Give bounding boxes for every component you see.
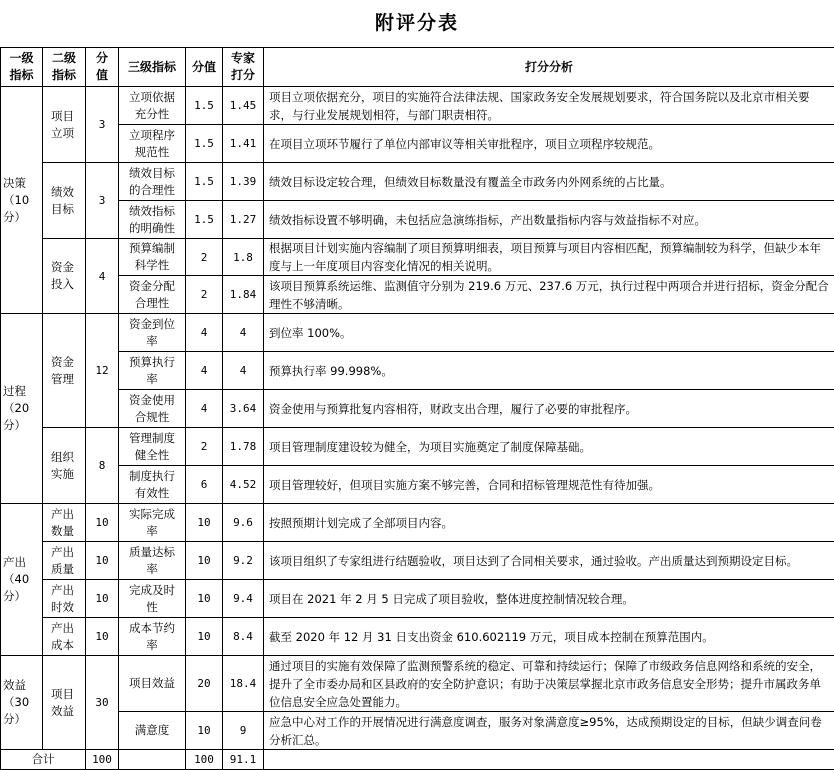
score-analysis: 项目立项依据充分，项目的实施符合法律法规、国家政务安全发展规划要求，符合国务院以及北京市相关要求，与行业发展规划相符，与部门职责相符。 [264, 87, 834, 125]
expert-score: 4.52 [223, 466, 264, 504]
expert-score: 4 [223, 314, 264, 352]
level3-score: 20 [186, 656, 223, 712]
expert-score: 1.8 [223, 239, 264, 276]
level2-indicator: 资金 投入 [43, 239, 86, 314]
level2-indicator: 产出 成本 [43, 618, 86, 656]
level3-score: 4 [186, 314, 223, 352]
level3-indicator: 预算编制 科学性 [119, 239, 186, 276]
level3-score: 4 [186, 352, 223, 390]
score-analysis: 项目管理较好，但项目实施方案不够完善，合同和招标管理规范性有待加强。 [264, 466, 834, 504]
table-row [1, 276, 834, 314]
level3-indicator: 绩效指标 的明确性 [119, 201, 186, 239]
expert-score: 1.78 [223, 428, 264, 466]
level3-score: 4 [186, 390, 223, 428]
level2-indicator: 项目 效益 [43, 656, 86, 750]
table-row [1, 542, 834, 580]
level3-indicator: 质量达标 率 [119, 542, 186, 580]
level1-indicator: 过程 （20 分） [1, 314, 43, 504]
level2-indicator: 绩效 目标 [43, 163, 86, 239]
table-row [1, 314, 834, 352]
level2-score: 10 [86, 580, 119, 618]
expert-score: 3.64 [223, 390, 264, 428]
score-analysis: 绩效目标设定较合理，但绩效目标数量没有覆盖全市政务内外网系统的占比量。 [264, 163, 834, 201]
page-title: 附评分表 [0, 8, 834, 35]
level3-score: 2 [186, 428, 223, 466]
table-row [1, 656, 834, 712]
score-analysis: 项目在 2021 年 2 月 5 日完成了项目验收，整体进度控制情况较合理。 [264, 580, 834, 618]
expert-score: 9.2 [223, 542, 264, 580]
level1-indicator: 效益 （30 分） [1, 656, 43, 750]
header-level3: 三级指标 [119, 48, 186, 87]
level2-indicator: 项目 立项 [43, 87, 86, 163]
level2-score: 3 [86, 163, 119, 239]
table-row [1, 163, 834, 201]
level3-indicator: 绩效目标 的合理性 [119, 163, 186, 201]
level3-score: 10 [186, 504, 223, 542]
score-analysis: 预算执行率 99.998%。 [264, 352, 834, 390]
score-analysis: 项目管理制度建设较为健全，为项目实施奠定了制度保障基础。 [264, 428, 834, 466]
level3-score: 10 [186, 618, 223, 656]
level3-score: 2 [186, 239, 223, 276]
expert-score: 9.4 [223, 580, 264, 618]
total-expert: 91.1 [223, 750, 264, 770]
level2-score: 8 [86, 428, 119, 504]
level3-indicator: 资金使用 合规性 [119, 390, 186, 428]
header-level1: 一级 指标 [1, 48, 43, 87]
expert-score: 9.6 [223, 504, 264, 542]
level2-score: 10 [86, 618, 119, 656]
expert-score: 8.4 [223, 618, 264, 656]
table-row [1, 390, 834, 428]
table-row [1, 352, 834, 390]
expert-score: 1.41 [223, 125, 264, 163]
level3-indicator: 制度执行 有效性 [119, 466, 186, 504]
expert-score: 1.45 [223, 87, 264, 125]
level3-score: 10 [186, 542, 223, 580]
level3-indicator: 实际完成 率 [119, 504, 186, 542]
level2-indicator: 产出 质量 [43, 542, 86, 580]
expert-score: 9 [223, 712, 264, 750]
score-analysis: 通过项目的实施有效保障了监测预警系统的稳定、可靠和持续运行；保障了市级政务信息网络和系统的安全，提升了全市委办局和区县政府的安全防护意识；有助于决策层掌握北京市政务信息安全形势；提升市属政务单位信息安全应急处置能力。 [264, 656, 834, 712]
level2-score: 30 [86, 656, 119, 750]
header-row [1, 48, 834, 87]
level2-score: 4 [86, 239, 119, 314]
table-row [1, 428, 834, 466]
level3-indicator: 成本节约 率 [119, 618, 186, 656]
level2-indicator: 产出 数量 [43, 504, 86, 542]
level2-indicator: 资金 管理 [43, 314, 86, 428]
level3-score: 10 [186, 712, 223, 750]
score-analysis: 该项目预算系统运维、监测值守分别为 219.6 万元、237.6 万元，执行过程中两项合并进行招标，资金分配合理性不够清晰。 [264, 276, 834, 314]
total-score-l2: 100 [86, 750, 119, 770]
level1-indicator: 产出 （40 分） [1, 504, 43, 656]
level2-score: 10 [86, 504, 119, 542]
level3-indicator: 管理制度 健全性 [119, 428, 186, 466]
header-analysis: 打分分析 [264, 48, 834, 87]
score-analysis: 绩效指标设置不够明确，未包括应急演练指标，产出数量指标内容与效益指标不对应。 [264, 201, 834, 239]
level3-score: 6 [186, 466, 223, 504]
table-row [1, 618, 834, 656]
score-analysis: 该项目组织了专家组进行结题验收，项目达到了合同相关要求，通过验收。产出质量达到预期设定目标。 [264, 542, 834, 580]
scoring-table [0, 47, 834, 770]
level3-score: 1.5 [186, 163, 223, 201]
table-row [1, 125, 834, 163]
score-analysis: 根据项目计划实施内容编制了项目预算明细表，项目预算与项目内容相匹配，预算编制较为科学，但缺少本年度与上一年度项目内容变化情况的相关说明。 [264, 239, 834, 276]
header-level2: 二级 指标 [43, 48, 86, 87]
header-expert-score: 专家 打分 [223, 48, 264, 87]
level3-score: 1.5 [186, 201, 223, 239]
header-score-l2: 分 值 [86, 48, 119, 87]
expert-score: 4 [223, 352, 264, 390]
table-row [1, 504, 834, 542]
total-score-l3: 100 [186, 750, 223, 770]
level3-indicator: 项目效益 [119, 656, 186, 712]
score-analysis: 到位率 100%。 [264, 314, 834, 352]
table-row [1, 201, 834, 239]
level3-score: 1.5 [186, 87, 223, 125]
expert-score: 18.4 [223, 656, 264, 712]
score-analysis: 资金使用与预算批复内容相符，财政支出合理，履行了必要的审批程序。 [264, 390, 834, 428]
header-score-l3: 分值 [186, 48, 223, 87]
total-label: 合计 [1, 750, 86, 770]
level2-indicator: 产出 时效 [43, 580, 86, 618]
level3-indicator: 完成及时 性 [119, 580, 186, 618]
table-row [1, 466, 834, 504]
score-analysis: 按照预期计划完成了全部项目内容。 [264, 504, 834, 542]
level3-indicator: 立项程序 规范性 [119, 125, 186, 163]
level3-score: 1.5 [186, 125, 223, 163]
level3-indicator: 立项依据 充分性 [119, 87, 186, 125]
expert-score: 1.84 [223, 276, 264, 314]
level2-score: 3 [86, 87, 119, 163]
level3-score: 10 [186, 580, 223, 618]
level3-score: 2 [186, 276, 223, 314]
level2-score: 12 [86, 314, 119, 428]
table-row [1, 87, 834, 125]
level2-indicator: 组织 实施 [43, 428, 86, 504]
table-row [1, 239, 834, 276]
level3-indicator: 资金分配 合理性 [119, 276, 186, 314]
level3-indicator: 满意度 [119, 712, 186, 750]
level2-score: 10 [86, 542, 119, 580]
level3-indicator: 资金到位 率 [119, 314, 186, 352]
score-analysis: 在项目立项环节履行了单位内部审议等相关审批程序，项目立项程序较规范。 [264, 125, 834, 163]
level3-indicator: 预算执行 率 [119, 352, 186, 390]
level1-indicator: 决策 （10 分） [1, 87, 43, 314]
score-analysis: 应急中心对工作的开展情况进行满意度调查，服务对象满意度≥95%，达成预期设定的目标，但缺少调查问卷分析汇总。 [264, 712, 834, 750]
table-row [1, 580, 834, 618]
expert-score: 1.39 [223, 163, 264, 201]
expert-score: 1.27 [223, 201, 264, 239]
score-analysis: 截至 2020 年 12 月 31 日支出资金 610.602119 万元，项目成本控制在预算范围内。 [264, 618, 834, 656]
table-row [1, 712, 834, 750]
